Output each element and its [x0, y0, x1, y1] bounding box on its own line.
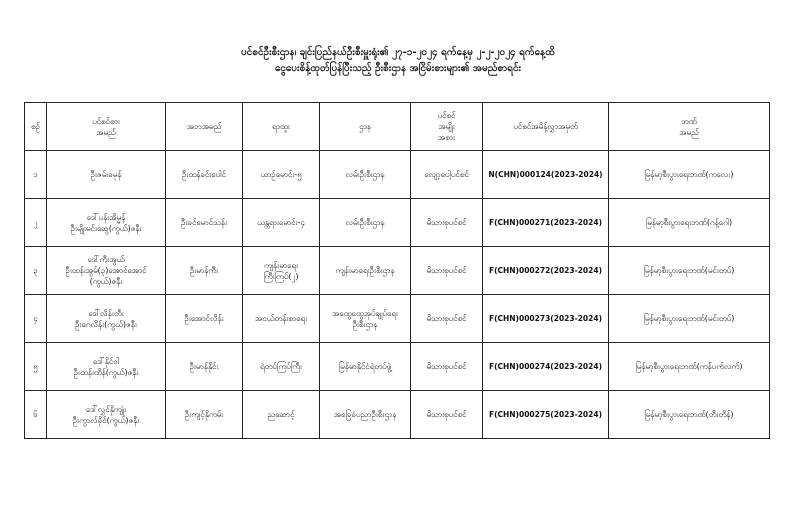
- pension-type-cell: မိသားစုပင်စင်: [411, 295, 483, 343]
- pension-type-cell: မိသားစုပင်စင်: [411, 391, 483, 439]
- serial-cell: ၅: [25, 343, 47, 391]
- bank-name-cell: မြန်မာ့စီးပွားရေးဘဏ်(ဂန့်ဂေါ): [609, 199, 770, 247]
- table-row: [25, 151, 770, 199]
- position-cell: ညဆောင့်: [243, 391, 320, 439]
- table-row: [25, 391, 770, 439]
- pension-type-cell: လျော့ပေါ့ပင်စင်: [411, 151, 483, 199]
- table-body: [25, 151, 770, 439]
- col-header-father-name: အဘအမည်: [166, 103, 243, 151]
- pension-type-cell: မိသားစုပင်စင်: [411, 247, 483, 295]
- pensioner-name-cell: ဦးဇမ်းခမုန်: [47, 151, 166, 199]
- table-row: [25, 343, 770, 391]
- father-name-cell: ဦးထန်ခင်းပေါင်: [166, 151, 243, 199]
- serial-cell: ၆: [25, 391, 47, 439]
- department-cell: ကျန်းမာရေးဦးစီးဌာန: [320, 247, 411, 295]
- bank-name-cell: မြန်မာ့စီးပွားရေးဘဏ်(မင်းတပ်): [609, 247, 770, 295]
- department-cell: မြန်မာနိုင်ငံရဲတပ်ဖွဲ့: [320, 343, 411, 391]
- order-number-cell: F(CHN)000271(2023-2024): [483, 199, 609, 247]
- department-cell: အခြေခံပညာဦးစီးဌာန: [320, 391, 411, 439]
- order-number-cell: F(CHN)000273(2023-2024): [483, 295, 609, 343]
- bank-name-cell: မြန်မာ့စီးပွားရေးဘဏ်(တီးတိန်): [609, 391, 770, 439]
- pensioner-name-cell: ဒေါ်ပန်းအိမ္မန် ဦးမျိုးမင်းဆွေ(ကွယ်)ဇနီး: [47, 199, 166, 247]
- table-row: [25, 295, 770, 343]
- department-cell: လမ်းဦးစီးဌာန: [320, 199, 411, 247]
- document-title-line-1: ပင်စင်ဦးစီးဌာန၊ ချင်းပြည်နယ်ဦးစီးမှူးရုံး၏ ၂၇-၁-၂၀၂၄ ရက်နေ့မှ ၂-၂-၂၀၂၄ ရက်နေ့ထိ: [241, 47, 555, 58]
- pensioner-name-cell: ဒေါ်နိုင်ဝါ ဦးထန်းထိန်(ကွယ်)ဇနီး: [47, 343, 166, 391]
- pensioner-name-cell: ဒေါ်လိန်းတီး ဦးဂေလိန်း(ကွယ်)ဇနီး: [47, 295, 166, 343]
- position-cell: ယန္တရားမောင်း-၄: [243, 199, 320, 247]
- serial-cell: ၁: [25, 151, 47, 199]
- father-name-cell: ဦးကျင့်နိုကမ်း: [166, 391, 243, 439]
- serial-cell: ၂: [25, 199, 47, 247]
- father-name-cell: ဦးအောင်လိန်း: [166, 295, 243, 343]
- position-cell: အငယ်တန်းစာရေး: [243, 295, 320, 343]
- father-name-cell: ဦးခင်မောင်သန်း: [166, 199, 243, 247]
- father-name-cell: ဦးမာန်ကီး: [166, 247, 243, 295]
- order-number-cell: F(CHN)000275(2023-2024): [483, 391, 609, 439]
- position-cell: ကျန်းမာရေး ကြီးကြပ်(၂): [243, 247, 320, 295]
- col-header-order-number: ပင်စင်အမိန့်လွှာအမှတ်: [483, 103, 609, 151]
- department-cell: လမ်းဦးစီးဌာန: [320, 151, 411, 199]
- pensioner-table: [24, 102, 770, 439]
- order-number-cell: F(CHN)000274(2023-2024): [483, 343, 609, 391]
- pension-type-cell: မိသားစုပင်စင်: [411, 199, 483, 247]
- bank-name-cell: မြန်မာ့စီးပွားရေးဘဏ်(မင်းတပ်): [609, 295, 770, 343]
- col-header-bank-name: ဘဏ် အမည်: [609, 103, 770, 151]
- order-number-cell: F(CHN)000272(2023-2024): [483, 247, 609, 295]
- serial-cell: ၃: [25, 247, 47, 295]
- col-header-position: ရာထူး: [243, 103, 320, 151]
- table-row: [25, 247, 770, 295]
- father-name-cell: ဦးမာန်နိုင်း: [166, 343, 243, 391]
- document-title-line-2: ငွေပေးစိန့်ထုတ်ပြန်ပြီးသည့် ဦးစီးဌာန အငြိမ်းစားများ၏ အမည်စာရင်း: [274, 63, 522, 74]
- department-cell: အထွေထွေအုပ်ချုပ်ရေး ဦးစီးဌာန: [320, 295, 411, 343]
- bank-name-cell: မြန်မာ့စီးပွားရေးဘဏ်(ကန်ပက်လက်): [609, 343, 770, 391]
- serial-cell: ၄: [25, 295, 47, 343]
- col-header-pension-type: ပင်စင် အမျိုး အစား: [411, 103, 483, 151]
- col-header-pensioner-name: ပင်စင်စား အမည်: [47, 103, 166, 151]
- table-row: [25, 199, 770, 247]
- position-cell: ယာဉ်မောင်း-၅: [243, 151, 320, 199]
- table-header-row: [25, 103, 770, 151]
- order-number-cell: N(CHN)000124(2023-2024): [483, 151, 609, 199]
- col-header-serial: စဉ်: [25, 103, 47, 151]
- pensioner-name-cell: ဒေါ်လွှင်နိုကျုံး ဦးကွာလ်ခိုင်(ကွယ်)ဇနီး: [47, 391, 166, 439]
- pension-type-cell: မိသားစုပင်စင်: [411, 343, 483, 391]
- position-cell: ရဲတပ်ကြပ်ကြီး: [243, 343, 320, 391]
- pensioner-name-cell: ဒေါ်ကီးအွယ် ဦးထန်းအွမ်(၃)အောင်အောင် (ကွယ်)ဇနီး: [47, 247, 166, 295]
- bank-name-cell: မြန်မာ့စီးပွားရေးဘဏ်(ကလေး): [609, 151, 770, 199]
- col-header-department: ဌာန: [320, 103, 411, 151]
